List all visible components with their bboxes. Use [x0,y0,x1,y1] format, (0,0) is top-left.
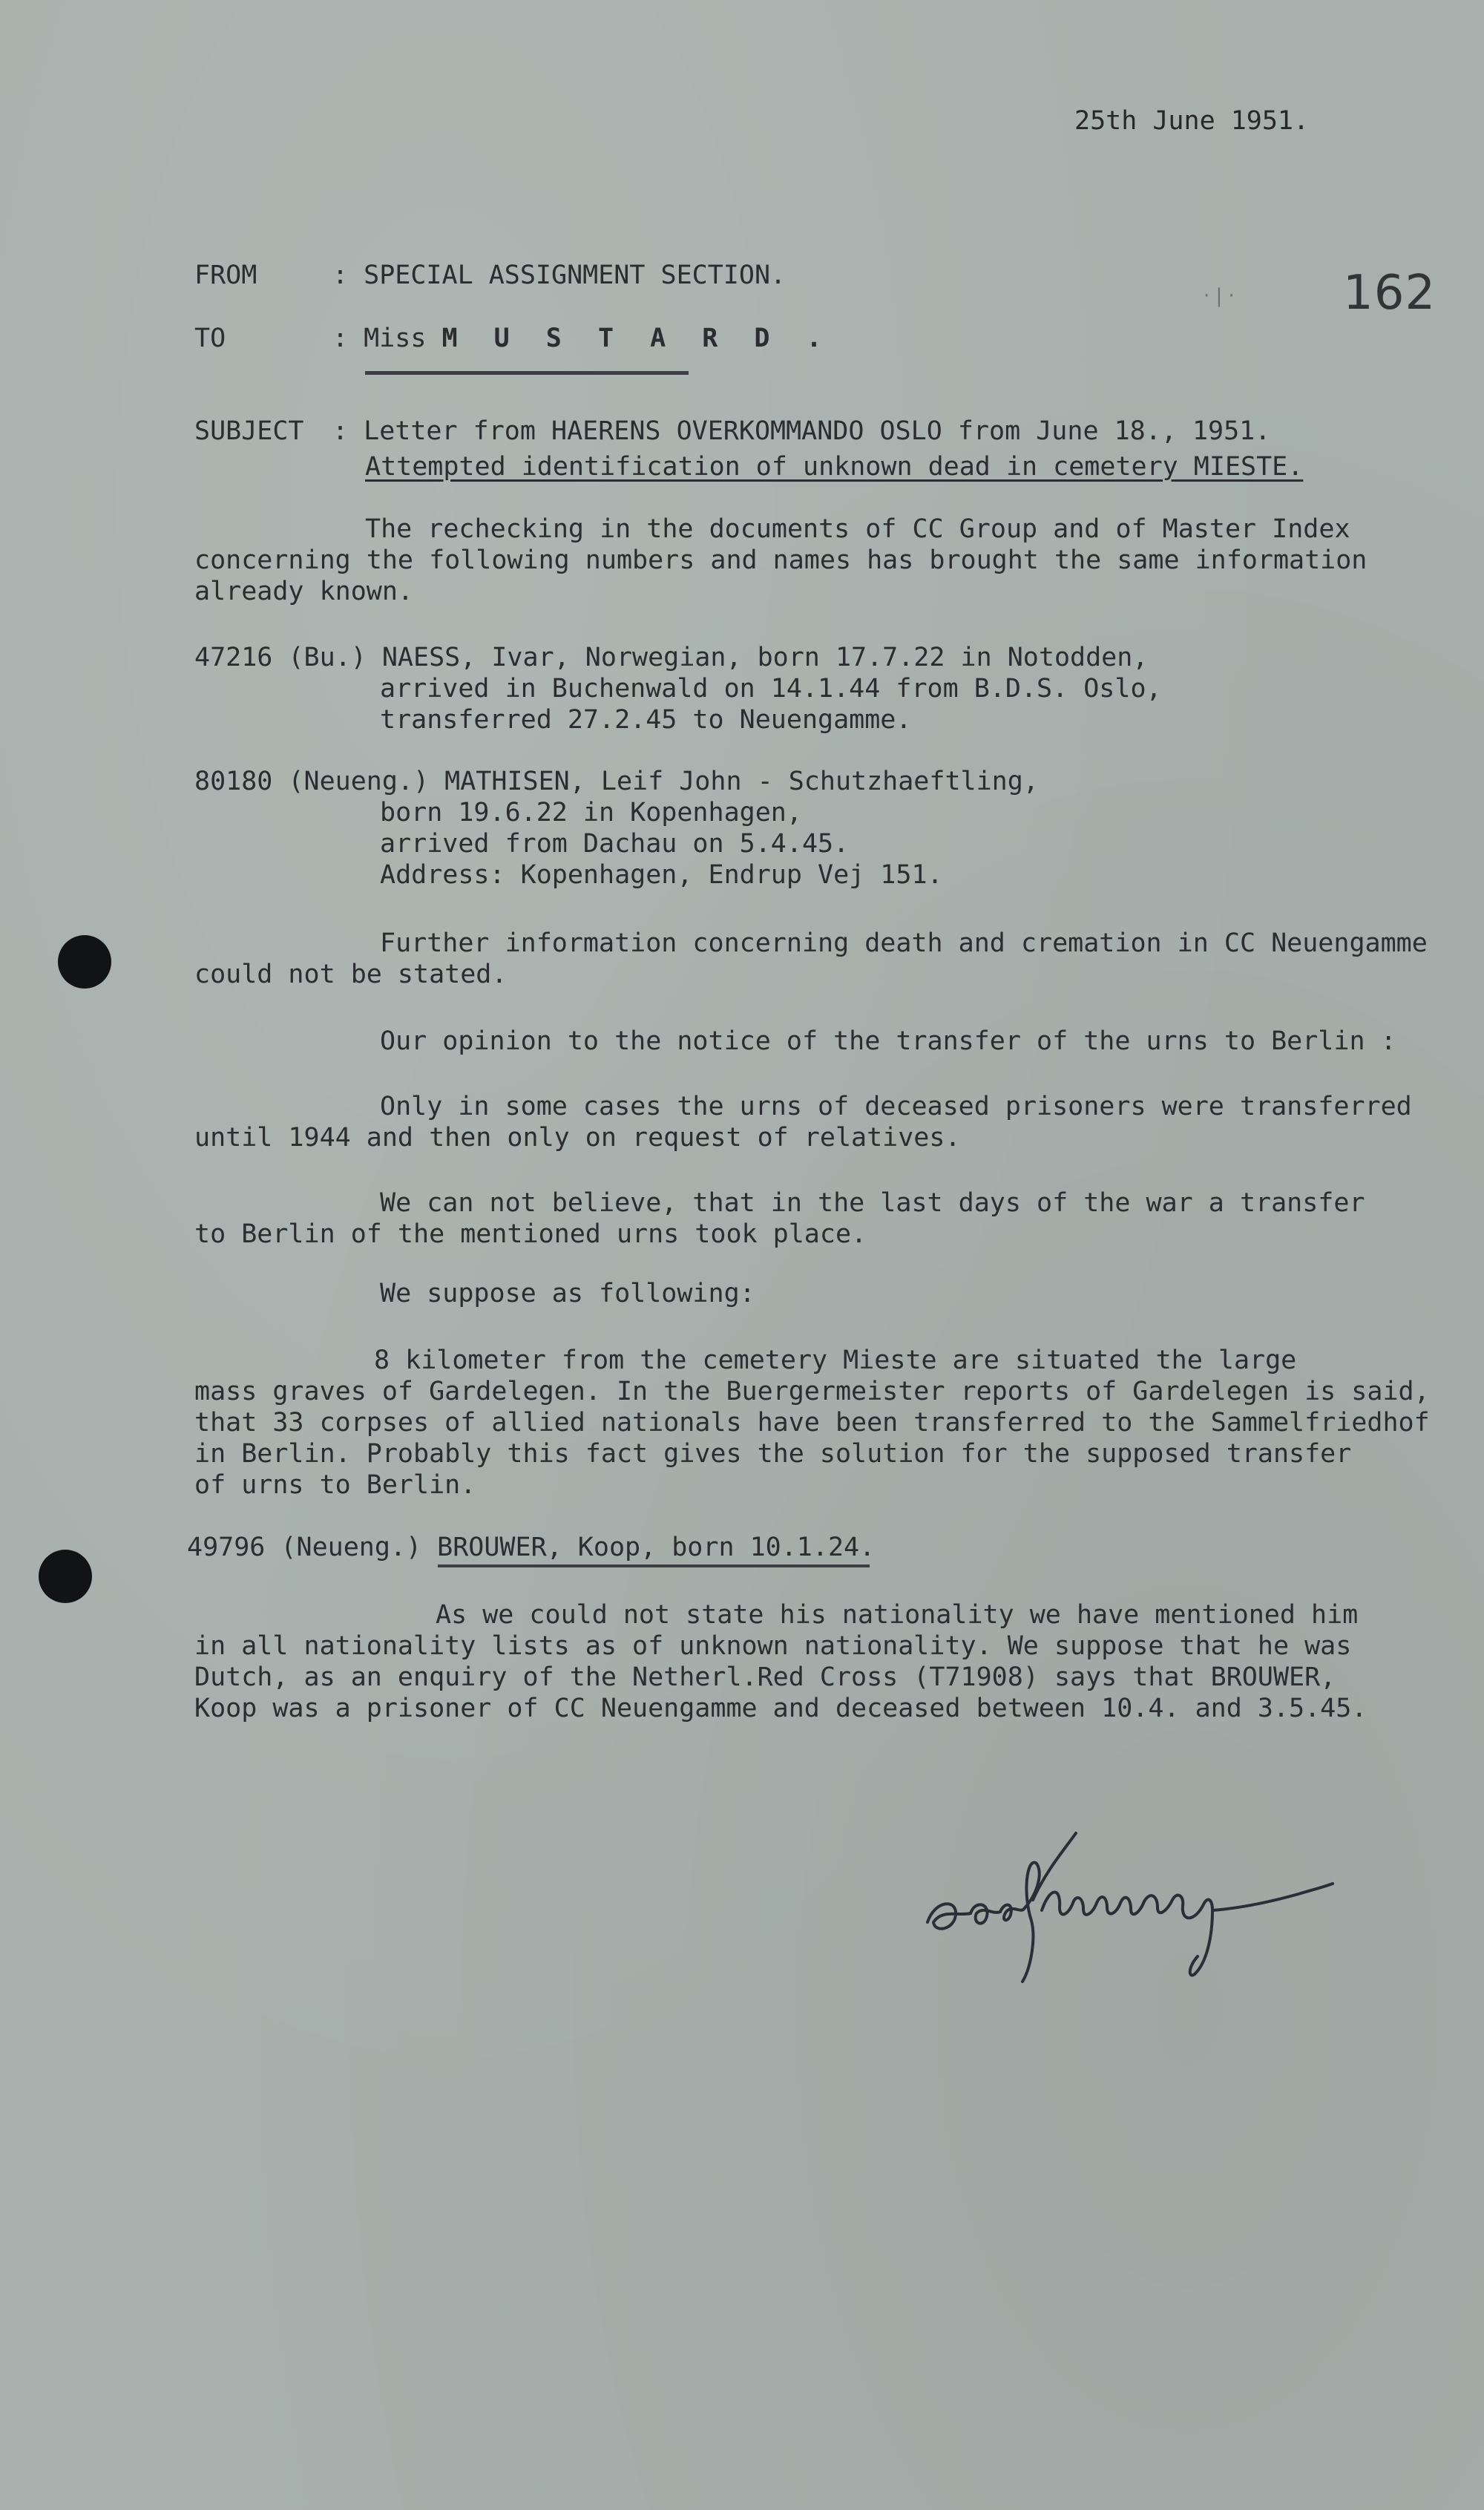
to-value [332,323,833,354]
brouwer-underline [438,1564,870,1567]
punch-hole-bottom [39,1550,92,1603]
further-info-paragraph: Further information concerning death and cremation in CC Neuengamme could not be stated. [194,928,1428,989]
to-recipient-name: M U S T A R D . [441,324,833,353]
recipient-underline [365,371,689,375]
opinion-paragraph: Our opinion to the notice of the transfer of the urns to Berlin : [380,1026,1396,1056]
belief-paragraph: We can not believe, that in the last days of the war a transfer to Berlin of the mentioned urns took place. [194,1188,1365,1249]
urns-transfer-paragraph: Only in some cases the urns of deceased prisoners were transferred until 1944 and then only on request of relatives. [194,1092,1412,1153]
prisoner-entry-mathisen: 80180 (Neueng.) MATHISEN, Leif John - Schutzhaeftling, born 19.6.22 in Kopenhagen, arrived from Dachau on 5.4.45. Address: Kopenhagen, Endrup Vej 151. [194,767,1039,890]
page-marks: · | · [1204,285,1235,307]
gardelegen-paragraph: 8 kilometer from the cemetery Mieste are situated the large mass graves of Gardelegen. In the Buergermeister reports of Gardelegen is said, that 33 corpses of allied nationals have been transferred to the Sammelfriedhof in Berlin. Probably this fact gives the solution for the supposed transfer of urns to Berlin. [194,1346,1430,1500]
subject-line-2: Attempted identification of unknown dead in cemetery MIESTE. [365,452,1304,482]
subject-label: SUBJECT [194,416,304,446]
subject-line-1: : Letter from HAERENS OVERKOMMANDO OSLO from June 18., 1951. [332,416,1271,446]
from-label: FROM [194,260,257,290]
handwritten-signature [913,1811,1343,1996]
from-value: : SPECIAL ASSIGNMENT SECTION. [332,260,787,290]
page-number: 162 [1343,266,1437,321]
prisoner-entry-brouwer: 49796 (Neueng.) BROUWER, Koop, born 10.1.24. [187,1533,876,1562]
punch-hole-top [58,935,111,989]
suppose-paragraph: We suppose as following: [380,1279,755,1308]
document-date: 25th June 1951. [1074,106,1310,136]
to-label: TO [194,324,226,353]
prisoner-entry-naess: 47216 (Bu.) NAESS, Ivar, Norwegian, born 17.7.22 in Notodden, arrived in Buchenwald on 14.1.44 from B.D.S. Oslo, transferred 27.2.45 to Neuengamme. [194,643,1162,735]
brouwer-paragraph: As we could not state his nationality we have mentioned him in all nationality lists as of unknown nationality. We suppose that he was Dutch, as an enquiry of the Netherl.Red Cross (T71908) says that BROUWER, Koop was a prisoner of CC Neuengamme and deceased between 10.4. and 3.5.45. [194,1600,1368,1723]
intro-paragraph: The rechecking in the documents of CC Group and of Master Index concerning the following numbers and names has brought the same information already known. [194,514,1368,606]
to-prefix: : Miss [332,324,427,353]
